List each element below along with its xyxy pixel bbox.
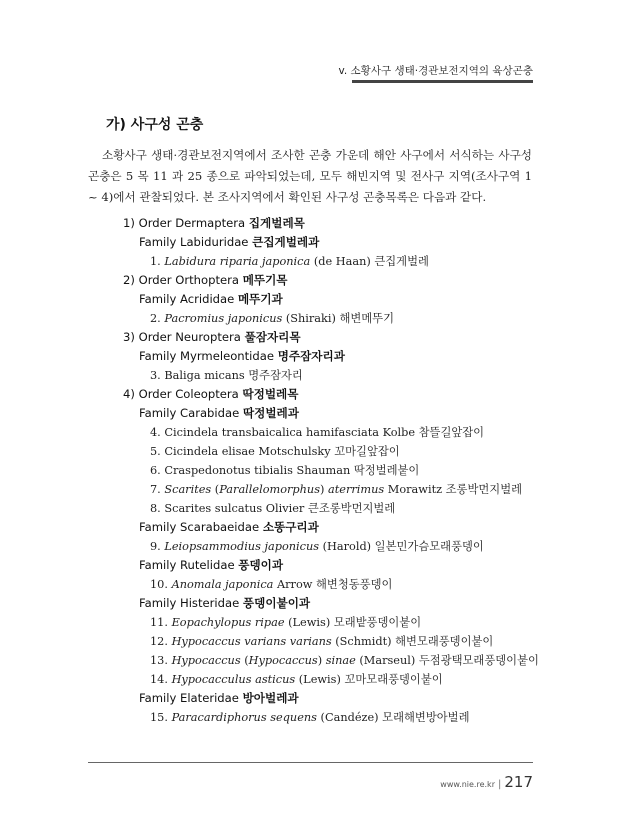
family-korean-name: 딱정벌레과: [242, 406, 299, 420]
family-heading: [88, 689, 548, 708]
species-entry: [88, 442, 548, 461]
species-text: (Harold) 일본민가슴모래풍뎅이: [319, 540, 484, 553]
species-number: 2.: [150, 312, 161, 325]
species-entry: [88, 252, 548, 271]
family-heading: [88, 594, 548, 613]
page-number: 217: [504, 773, 533, 791]
species-text: (Candéze) 모래해변방아벌레: [316, 711, 470, 724]
species-number: 14.: [150, 673, 168, 686]
species-number: 9.: [150, 540, 161, 553]
order-heading: [88, 385, 548, 404]
species-entry: [88, 480, 548, 499]
species-entry: [88, 632, 548, 651]
family-korean-name: 풍뎅이과: [238, 558, 284, 572]
species-number: 6.: [150, 464, 161, 477]
family-label: Family Labiduridae: [139, 235, 249, 249]
species-text: Craspedonotus tibialis Shauman 딱정벌레붙이: [164, 464, 420, 477]
order-korean-name: 집게벌레목: [248, 216, 305, 230]
species-number: 10.: [150, 578, 168, 591]
species-entry: [88, 575, 548, 594]
family-label: Family Histeridae: [139, 596, 240, 610]
species-text: Arrow 해변청동풍뎅이: [273, 578, 393, 591]
species-text: Baliga micans 명주잠자리: [164, 369, 303, 382]
species-entry: [88, 366, 548, 385]
species-text: (de Haan) 큰집게벌레: [310, 255, 429, 268]
order-korean-name: 딱정벌레목: [242, 387, 299, 401]
family-heading: [88, 518, 548, 537]
family-korean-name: 메뚜기과: [237, 292, 283, 306]
header-rule: [352, 80, 533, 83]
order-label: 3) Order Neuroptera: [123, 330, 241, 344]
species-text: (Lewis) 모래밭풍뎅이붙이: [284, 616, 422, 629]
scientific-name-italic: Anomala japonica: [171, 578, 274, 591]
species-text: Scarites sulcatus Olivier 큰조롱박먼지벌레: [164, 502, 396, 515]
scientific-name-italic: Pacromius japonicus: [164, 312, 283, 325]
footer-rule: [88, 762, 533, 763]
scientific-name-italic: Hypocaccus: [171, 654, 241, 667]
family-korean-name: 명주잠자리과: [277, 349, 345, 363]
scientific-name-italic: Scarites: [164, 483, 212, 496]
species-number: 12.: [150, 635, 168, 648]
species-text: Cicindela transbaicalica hamifasciata Kolbe 참뜰길앞잡이: [164, 426, 485, 439]
scientific-name-italic: Paracardiphorus sequens: [171, 711, 317, 724]
species-entry: [88, 423, 548, 442]
taxon-list: [88, 214, 548, 727]
family-korean-name: 큰집게벌레과: [252, 235, 320, 249]
species-number: 3.: [150, 369, 161, 382]
order-heading: [88, 328, 548, 347]
family-label: Family Acrididae: [139, 292, 235, 306]
species-text: ): [320, 483, 329, 496]
scientific-name-italic: aterrimus: [328, 483, 385, 496]
scientific-name-italic: Parallelomorphus: [219, 483, 321, 496]
family-label: Family Rutelidae: [139, 558, 235, 572]
footer-separator: |: [497, 779, 502, 790]
species-entry: [88, 670, 548, 689]
scientific-name-italic: Hypocaccus: [248, 654, 318, 667]
species-number: 11.: [150, 616, 168, 629]
scientific-name-italic: Hypocacculus asticus: [171, 673, 296, 686]
scientific-name-italic: sinae: [325, 654, 356, 667]
scientific-name-italic: Labidura riparia japonica: [164, 255, 311, 268]
family-korean-name: 방아벌레과: [242, 691, 299, 705]
family-heading: [88, 347, 548, 366]
species-text: ): [317, 654, 326, 667]
family-korean-name: 풍뎅이붙이과: [242, 596, 311, 610]
species-text: (Lewis) 꼬마모래풍뎅이붙이: [295, 673, 443, 686]
species-entry: [88, 651, 548, 670]
order-label: 1) Order Dermaptera: [123, 216, 246, 230]
family-label: Family Myrmeleontidae: [139, 349, 275, 363]
species-number: 1.: [150, 255, 161, 268]
species-text: (Shiraki) 해변메뚜기: [282, 312, 395, 325]
intro-paragraph: 소황사구 생태·경관보전지역에서 조사한 곤충 가운데 해안 사구에서 서식하는 사구성 곤충은 5 목 11 과 25 종으로 파악되었는데, 모두 해빈지역 및 전사구 지역(조사구역 1 ~ 4)에서 관찰되었다. 본 조사지역에서 확인된 사구성 곤충목록은 다음과 같다.: [88, 148, 532, 204]
order-label: 2) Order Orthoptera: [123, 273, 240, 287]
species-text: Cicindela elisae Motschulsky 꼬마길앞잡이: [164, 445, 400, 458]
running-header: v. 소황사구 생태·경관보전지역의 육상곤충: [338, 65, 533, 77]
species-text: (Schmidt) 해변모래풍뎅이붙이: [331, 635, 494, 648]
species-number: 13.: [150, 654, 168, 667]
section-title: 가) 사구성 곤충: [106, 117, 204, 133]
species-text: (: [240, 654, 249, 667]
family-heading: [88, 290, 548, 309]
species-entry: [88, 708, 548, 727]
family-heading: [88, 556, 548, 575]
species-entry: [88, 309, 548, 328]
scientific-name-italic: Hypocaccus varians varians: [171, 635, 332, 648]
scientific-name-italic: Leiopsammodius japonicus: [164, 540, 320, 553]
order-korean-name: 메뚜기목: [242, 273, 288, 287]
family-heading: [88, 233, 548, 252]
family-label: Family Carabidae: [139, 406, 240, 420]
order-heading: [88, 214, 548, 233]
species-entry: [88, 613, 548, 632]
family-korean-name: 소똥구리과: [262, 520, 319, 534]
order-label: 4) Order Coleoptera: [123, 387, 239, 401]
species-number: 8.: [150, 502, 161, 515]
species-entry: [88, 537, 548, 556]
family-label: Family Scarabaeidae: [139, 520, 260, 534]
species-text: Morawitz 조롱박먼지벌레: [384, 483, 523, 496]
species-text: (Marseul) 두점광택모래풍뎅이붙이: [355, 654, 539, 667]
species-number: 5.: [150, 445, 161, 458]
scientific-name-italic: Eopachylopus ripae: [171, 616, 285, 629]
species-entry: [88, 461, 548, 480]
footer-url[interactable]: www.nie.re.kr: [440, 780, 495, 789]
species-number: 4.: [150, 426, 161, 439]
species-entry: [88, 499, 548, 518]
family-heading: [88, 404, 548, 423]
order-heading: [88, 271, 548, 290]
order-korean-name: 풀잠자리목: [244, 330, 301, 344]
family-label: Family Elateridae: [139, 691, 239, 705]
species-text: (: [211, 483, 220, 496]
page-footer: [440, 772, 533, 791]
species-number: 7.: [150, 483, 161, 496]
species-number: 15.: [150, 711, 168, 724]
